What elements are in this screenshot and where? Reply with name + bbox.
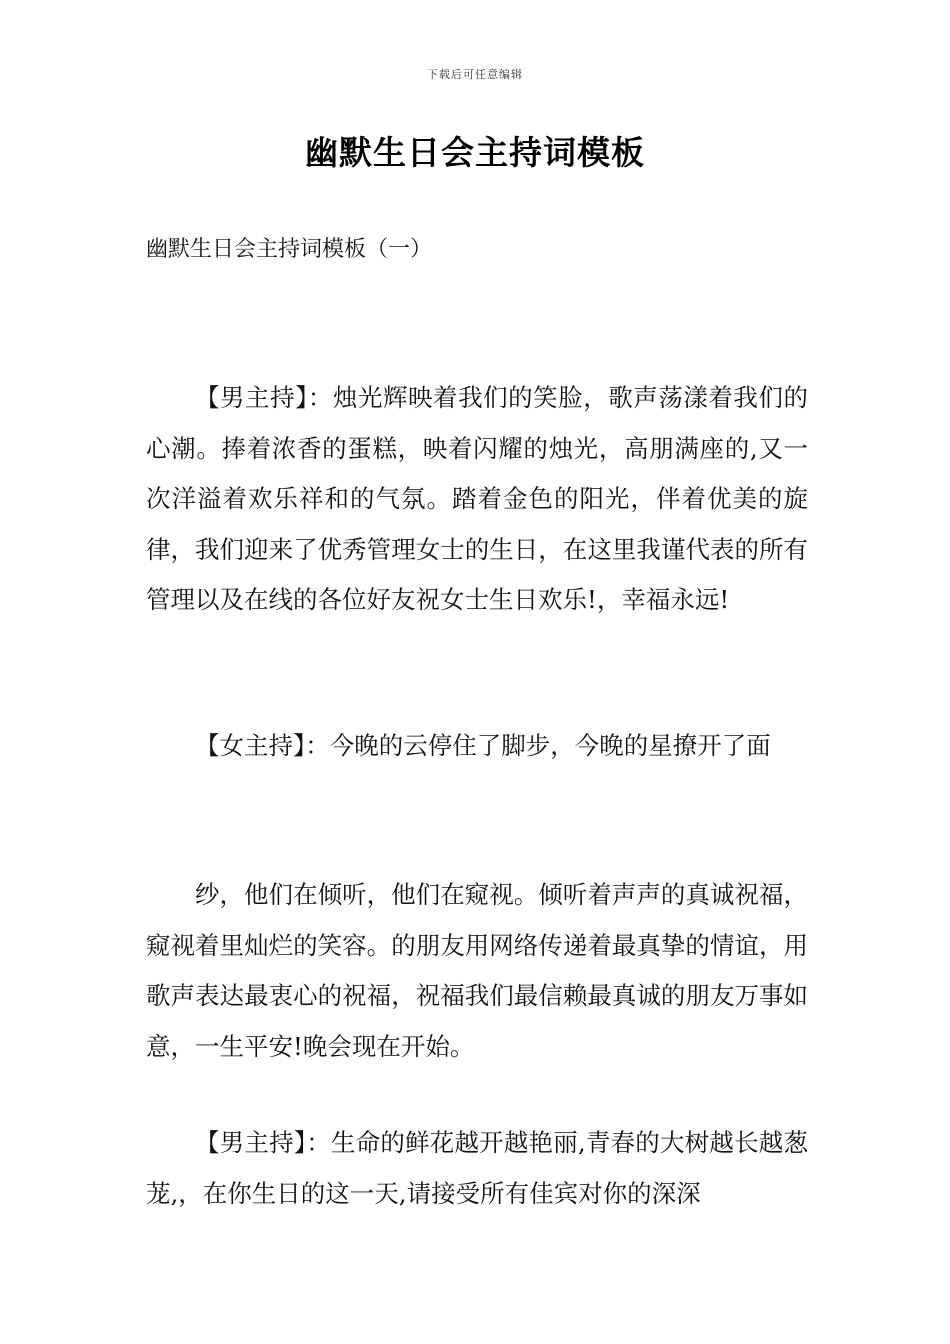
header-note: 下载后可任意编辑: [427, 68, 523, 81]
paragraph-text: ：烛光辉映着我们的笑脸，歌声荡漾着我们的心潮。捧着浓香的蛋糕，映着闪耀的烛光，高朋满座的,又一次洋溢着欢乐祥和的气氛。踏着金色的阳光，伴着优美的旋律，我们迎来了优秀管理女士的生日，在这里我谨代表的所有管理以及在线的各位好友祝女士生日欢乐!，幸福永远!: [146, 383, 808, 614]
section-heading: 幽默生日会主持词模板（一）: [146, 237, 433, 262]
paragraph-text: ：生命的鲜花越开越艳丽,青春的大树越长越葱茏,，在你生日的这一天,请接受所有佳宾对你的深深: [146, 1128, 808, 1208]
paragraph-continuation: [146, 870, 808, 1072]
speaker-label: 【男主持】: [195, 1128, 307, 1157]
speaker-label: 【女主持】: [195, 731, 306, 760]
paragraph-female-host-1: [146, 721, 808, 772]
speaker-label: 【男主持】: [195, 383, 308, 412]
paragraph-male-host-2: [146, 1118, 808, 1219]
paragraph-text: 纱，他们在倾听，他们在窥视。倾听着声声的真诚祝福，窥视着里灿烂的笑容。的朋友用网络传递着最真挚的情谊，用歌声表达最衷心的祝福，祝福我们最信赖最真诚的朋友万事如意，一生平安!晚会现在开始。: [146, 880, 808, 1061]
paragraph-male-host-1: [146, 373, 808, 626]
document-title: 幽默生日会主持词模板: [305, 133, 645, 172]
paragraph-text: ：今晚的云停住了脚步，今晚的星撩开了面: [305, 731, 771, 760]
